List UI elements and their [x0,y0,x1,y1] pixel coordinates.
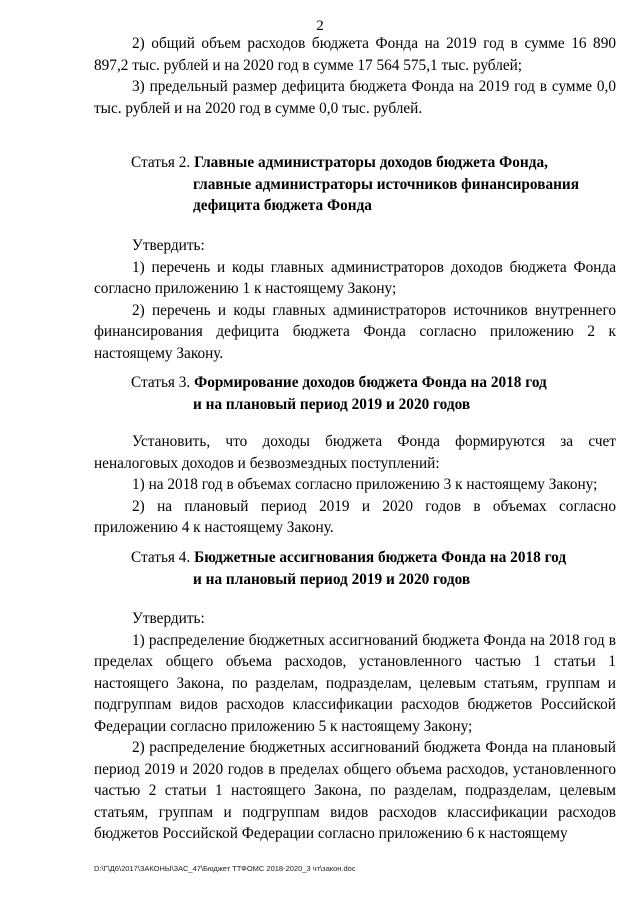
page-number: 2 [316,18,324,34]
article-3-item-1: 1) на 2018 год в объемах согласно приложению 3 к настоящему Закону; [132,476,598,493]
article-3-heading [131,372,621,415]
article-2-intro: Утвердить: [132,237,205,254]
article-2-body [94,235,616,364]
article-4-item-2: 2) распределение бюджетных ассигнований бюджета Фонда на плановый период 2019 и 2020 годов в пределах общего объема расходов, установленного частью 2 статьи 1 настоящего Закона, по разделам, подразделам, целевым статьям, группам и подгруппам видов расходов классификации расходов бюджетов Российской Федерации согласно приложению 6 к настоящему [94,739,616,842]
article-2-prefix: Статья 2. [131,154,191,171]
budget-totals-block [94,33,616,119]
article-3-title-line1: Формирование доходов бюджета Фонда на 2018 год [194,374,547,391]
paragraph-deficit: 3) предельный размер дефицита бюджета Фонда на 2019 год в сумме 0,0 тыс. рублей и на 2020 год в сумме 0,0 тыс. рублей. [94,78,616,117]
article-2-item-1: 1) перечень и коды главных администраторов доходов бюджета Фонда согласно приложению 1 к настоящему Закону; [94,258,616,297]
file-path-footer: D:\Г\Д6\2017\ЗАКОНЫ\ЗАС_47\Бюджет ТТФОМС 2018-2020_3 чт\закон.doc [94,864,356,873]
article-4-prefix: Статья 4. [131,549,191,566]
article-2-title-line2: главные администраторы источников финансирования [193,175,580,193]
article-3-intro: Установить, что доходы бюджета Фонда формируются за счет неналоговых доходов и безвозмездных поступлений: [94,433,616,472]
article-3-body [94,431,616,539]
article-4-title-line1: Бюджетные ассигнования бюджета Фонда на 2018 год [194,549,567,566]
article-3-title-line2: и на плановый период 2019 и 2020 годов [193,395,471,413]
article-2-item-2: 2) перечень и коды главных администраторов источников внутреннего финансирования дефицита бюджета Фонда согласно приложению 2 к настоящему Закону. [94,301,616,362]
article-2-title-line1: Главные администраторы доходов бюджета Фонда, [194,154,548,171]
article-3-prefix: Статья 3. [131,374,191,391]
paragraph-expenses: 2) общий объем расходов бюджета Фонда на 2019 год в сумме 16 890 897,2 тыс. рублей и на 2020 год в сумме 17 564 575,1 тыс. рублей; [94,35,616,74]
article-4-title-line2: и на плановый период 2019 и 2020 годов [193,570,471,588]
article-4-heading [131,547,621,590]
article-4-body [94,608,616,845]
article-2-heading [131,152,621,217]
article-2-title-line3: дефицита бюджета Фонда [193,197,372,214]
article-3-item-2: 2) на плановый период 2019 и 2020 годов в объемах согласно приложению 4 к настоящему Закону. [94,497,616,536]
article-4-item-1: 1) распределение бюджетных ассигнований бюджета Фонда на 2018 год в пределах общего объема расходов, установленного частью 1 статьи 1 настоящего Закона, по разделам, подразделам, целевым статьям, группам и подгруппам видов расходов классификации расходов бюджетов Российской Федерации согласно приложению 5 к настоящему Закону; [94,631,616,735]
article-4-intro: Утвердить: [132,610,205,627]
